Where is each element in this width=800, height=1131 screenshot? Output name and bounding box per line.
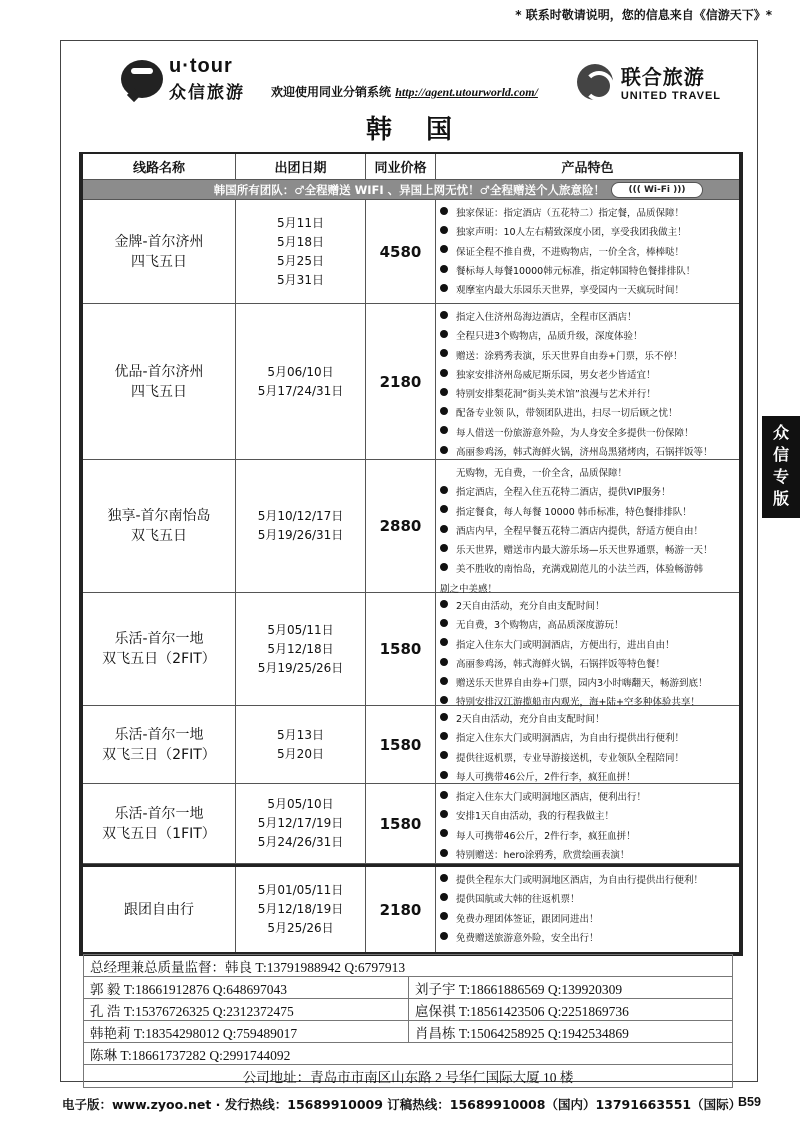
bullet-icon <box>440 751 448 759</box>
utour-logo <box>121 55 245 103</box>
bullet-icon <box>440 677 448 685</box>
bullet-icon <box>440 486 448 494</box>
feature-item: 全程只进3个购物店，品质升级，深度体验！ <box>440 327 643 346</box>
feature-item: 酒店内早，全程早餐五花特二酒店内提供，舒适方便自由！ <box>440 522 703 541</box>
departure-dates: 5月01/05/11日 5月12/18/19日 5月25/26日 <box>236 867 366 952</box>
route-name: 乐活-首尔一地 双飞五日（1FIT） <box>83 784 236 863</box>
bullet-icon <box>440 696 448 704</box>
staff-contact: 郭 毅 T:18661912876 Q:648697043 <box>90 981 287 997</box>
departure-dates: 5月11日 5月18日 5月25日 5月31日 <box>236 200 366 303</box>
table-row <box>83 460 739 593</box>
bullet-icon <box>440 369 448 377</box>
table-row <box>83 864 739 952</box>
header-price: 同业价格 <box>366 154 436 179</box>
feature-item: 高丽参鸡汤，韩式海鲜火锅，济州岛黑猪烤肉，石锅拌饭等！ <box>440 443 713 462</box>
header-dates: 出团日期 <box>236 154 366 179</box>
feature-item: 安排1天自由活动，我的行程我做主！ <box>440 807 614 826</box>
wifi-badge-icon: ((( Wi-Fi ))) <box>611 182 703 198</box>
bullet-icon <box>440 284 448 292</box>
product-features <box>436 867 739 952</box>
bullet-icon <box>440 505 448 513</box>
header <box>61 41 757 109</box>
feature-item: 赠送乐天世界自由券+门票，园内3小时嗨翻天，畅游到底！ <box>440 674 708 693</box>
bullet-icon <box>440 771 448 779</box>
feature-item: 指定入住东大门或明洞酒店，为自由行提供出行便利！ <box>440 729 684 748</box>
bullet-icon <box>440 932 448 940</box>
trade-price: 2880 <box>366 460 436 592</box>
feature-item: 免费赠送旅游意外险，安全出行！ <box>440 929 599 948</box>
united-logo-en: UNITED TRAVEL <box>620 90 721 102</box>
bullet-icon <box>440 330 448 338</box>
bullet-icon <box>440 732 448 740</box>
bullet-icon <box>440 388 448 396</box>
route-name: 优品-首尔济州 四飞五日 <box>83 304 236 459</box>
feature-item: 每人借送一份旅游意外险，为人身安全多提供一份保障！ <box>440 424 694 443</box>
header-route: 线路名称 <box>83 154 236 179</box>
feature-item: 高丽参鸡汤，韩式海鲜火锅，石锅拌饭等特色餐！ <box>440 655 665 674</box>
company-address: 公司地址：青岛市市南区山东路 2 号华仁国际大厦 10 楼 <box>242 1070 574 1085</box>
bullet-icon <box>440 791 448 799</box>
utour-logo-cn: 众信旅游 <box>169 83 245 103</box>
departure-dates: 5月10/12/17日 5月19/26/31日 <box>236 460 366 592</box>
feature-item: 提供国航或大韩的往返机票！ <box>440 890 580 909</box>
product-features <box>436 784 739 863</box>
trade-price: 2180 <box>366 304 436 459</box>
departure-dates: 5月13日 5月20日 <box>236 706 366 783</box>
bullet-icon <box>440 713 448 721</box>
feature-item: 指定酒店，全程入住五花特二酒店，提供VIP服务！ <box>440 483 671 502</box>
side-tab: 众 信 专 版 <box>762 416 800 518</box>
route-name: 乐活-首尔一地 双飞三日（2FIT） <box>83 706 236 783</box>
table-row <box>83 593 739 709</box>
feature-item: 观摩室内最大乐园乐天世界，享受园内一天疯玩时间！ <box>440 281 684 300</box>
feature-item: 指定入住济州岛海边酒店，全程市区酒店！ <box>440 308 637 327</box>
staff-contact: 孔 浩 T:15376726325 Q:2312372475 <box>90 1003 294 1019</box>
route-table <box>79 152 743 956</box>
staff-contact: 韩艳莉 T:18354298012 Q:759489017 <box>90 1025 298 1041</box>
united-logo-cn: 联合旅游 <box>620 65 705 89</box>
staff-contact: 刘子宇 T:18661886569 Q:139920309 <box>408 977 732 998</box>
trade-price: 1580 <box>366 706 436 783</box>
feature-item: 独家保证：指定酒店（五花特二）指定餐，品质保障！ <box>440 204 684 223</box>
feature-item: 特别安排梨花洞“街头美术馆”浪漫与艺术并行！ <box>440 385 656 404</box>
table-row <box>83 304 739 460</box>
feature-item: 特别赠送：hero涂鸦秀，欣赏绘画表演！ <box>440 846 629 865</box>
product-features <box>436 706 739 783</box>
agent-link[interactable]: http://agent.utourworld.com/ <box>395 85 538 99</box>
staff-contacts <box>83 954 733 1088</box>
feature-item: 赠送：涂鸦秀表演，乐天世界自由券+门票，乐不停！ <box>440 347 682 366</box>
trade-price: 2180 <box>366 867 436 952</box>
bullet-icon <box>440 893 448 901</box>
page-number: B59 <box>738 1095 761 1109</box>
bullet-icon <box>440 600 448 608</box>
welcome-text: 欢迎使用同业分销系统 http://agent.utourworld.com/ <box>271 85 538 99</box>
promo-banner-text: 韩国所有团队：♂全程赠送 WIFI 、异国上网无忧！♂全程赠送个人旅意险！ <box>213 182 605 197</box>
product-features <box>436 200 739 303</box>
trade-price: 1580 <box>366 593 436 705</box>
trade-price: 4580 <box>366 200 436 303</box>
bullet-icon <box>440 349 448 357</box>
feature-item: 每人可携带46公斤，2件行李，疯狂血拼！ <box>440 768 636 787</box>
bullet-icon <box>440 245 448 253</box>
feature-item: 独家声明：10人左右精致深度小团，享受我团我做主！ <box>440 223 687 242</box>
feature-item: 指定餐食，每人每餐 10000 韩币标准，特色餐排排队！ <box>440 503 692 522</box>
utour-logo-en: u·tour <box>169 55 233 77</box>
feature-item: 提供全程东大门或明洞地区酒店，为自由行提供出行便利！ <box>440 871 703 890</box>
route-name: 金牌-首尔济州 四飞五日 <box>83 200 236 303</box>
departure-dates: 5月06/10日 5月17/24/31日 <box>236 304 366 459</box>
promo-banner <box>83 180 739 200</box>
staff-contact: 陈琳 T:18661737282 Q:2991744092 <box>90 1047 291 1063</box>
bullet-icon <box>440 829 448 837</box>
route-name: 跟团自由行 <box>83 867 236 952</box>
feature-item: 乐天世界，赠送市内最大游乐场—乐天世界通票，畅游一天！ <box>440 541 713 560</box>
bullet-icon <box>440 544 448 552</box>
feature-item: 2天自由活动，充分自由支配时间！ <box>440 710 605 729</box>
feature-item: 指定入住东大门或明洞地区酒店，便利出行！ <box>440 788 646 807</box>
feature-item: 美不胜收的南怡岛，充满戏剧范儿的小法兰西，体验畅游韩 <box>440 560 703 579</box>
bullet-icon <box>440 207 448 215</box>
bullet-icon <box>440 407 448 415</box>
bullet-icon <box>440 849 448 857</box>
bullet-icon <box>440 810 448 818</box>
page-title: 韩国 <box>365 115 486 145</box>
feature-item: 配备专业领 队，带领团队进出，扫尽一切后顾之忧！ <box>440 404 678 423</box>
bullet-icon <box>440 912 448 920</box>
feature-item: 保证全程不推自费，不进购物店，一价全含，棒棒哒！ <box>440 243 684 262</box>
trade-price: 1580 <box>366 784 436 863</box>
table-row <box>83 784 739 864</box>
bullet-icon <box>440 265 448 273</box>
table-row <box>83 200 739 304</box>
bullet-icon <box>440 658 448 666</box>
header-features: 产品特色 <box>561 161 614 176</box>
feature-item: 无自费，3个购物店，高品质深度游玩！ <box>440 616 624 635</box>
bullet-icon <box>440 619 448 627</box>
page-frame <box>60 40 758 1085</box>
feature-item: 免费办理团体签证，跟团同进出！ <box>440 910 599 929</box>
product-features <box>436 460 739 595</box>
manager-contact: 总经理兼总质量监督：韩良 T:13791988942 Q:6797913 <box>90 959 406 975</box>
feature-item: 每人可携带46公斤，2件行李，疯狂血拼！ <box>440 827 636 846</box>
feature-item: 提供往返机票，专业导游接送机，专业领队全程陪同！ <box>440 749 684 768</box>
footer-contacts: 电子版：www.zyoo.net · 发行热线：15689910009 订稿热线：15689910008（国内）13791663551（国际） <box>62 1097 742 1112</box>
product-features <box>436 593 739 709</box>
bullet-icon <box>440 311 448 319</box>
bullet-icon <box>440 638 448 646</box>
departure-dates: 5月05/11日 5月12/18日 5月19/25/26日 <box>236 593 366 705</box>
route-name: 乐活-首尔一地 双飞五日（2FIT） <box>83 593 236 705</box>
bullet-icon <box>440 874 448 882</box>
feature-item: 特别安排汉江游揽船市内观光，海+陆+空多种体验共享！ <box>440 693 700 712</box>
united-travel-mark-icon <box>577 64 613 100</box>
feature-item: 2天自由活动，充分自由支配时间！ <box>440 597 605 616</box>
departure-dates: 5月05/10日 5月12/17/19日 5月24/26/31日 <box>236 784 366 863</box>
bullet-icon <box>440 563 448 571</box>
utour-bubble-icon <box>121 60 163 98</box>
bullet-icon <box>440 446 448 454</box>
route-name: 独享-首尔南怡岛 双飞五日 <box>83 460 236 592</box>
feature-item: 指定入住东大门或明洞酒店，方便出行，进出自由！ <box>440 636 675 655</box>
bullet-icon <box>440 426 448 434</box>
united-travel-logo <box>577 61 721 102</box>
feature-item: 剧之中美感！ <box>440 583 498 595</box>
table-row <box>83 706 739 784</box>
feature-item: 无购物，无自费，一价全含，品质保障！ <box>456 468 628 479</box>
staff-contact: 肖昌栋 T:15064258925 Q:1942534869 <box>408 1021 732 1042</box>
bullet-icon <box>440 226 448 234</box>
staff-contact: 扈保祺 T:18561423506 Q:2251869736 <box>408 999 732 1020</box>
feature-item: 餐标每人每餐10000韩元标准，指定韩国特色餐排排队！ <box>440 262 695 281</box>
bullet-icon <box>440 525 448 533</box>
feature-item: 独家安排济州岛威尼斯乐园，男女老少皆适宜！ <box>440 366 656 385</box>
table-header <box>83 154 739 180</box>
product-features <box>436 304 739 459</box>
source-note: * 联系时敬请说明，您的信息来自《信游天下》* <box>515 8 772 22</box>
